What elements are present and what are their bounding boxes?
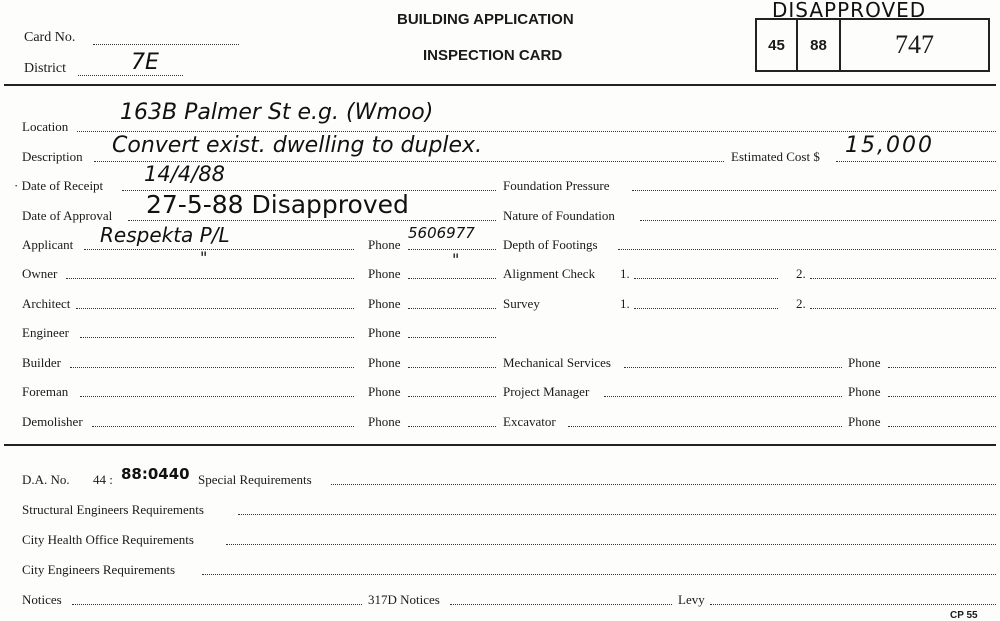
description-value: Convert exist. dwelling to duplex. — [112, 133, 483, 158]
alignment-num-2: 2. — [796, 266, 806, 281]
depth-footings-label: Depth of Footings — [503, 237, 598, 252]
owner-phone-ditto: " — [452, 250, 460, 269]
notices-label: Notices — [22, 592, 62, 607]
survey-num-2: 2. — [796, 296, 806, 311]
excavator-label: Excavator — [503, 414, 556, 429]
project-manager-label: Project Manager — [503, 384, 590, 399]
builder-label: Builder — [22, 355, 61, 370]
da-prefix: 44 : — [93, 472, 113, 487]
survey-field-1[interactable] — [634, 308, 778, 309]
demolisher-label: Demolisher — [22, 414, 83, 429]
survey-num-1: 1. — [620, 296, 630, 311]
mechanical-field[interactable] — [624, 367, 842, 368]
title-line-1: BUILDING APPLICATION — [397, 11, 574, 28]
project-manager-phone-field[interactable] — [888, 396, 996, 397]
alignment-check-label: Alignment Check — [503, 266, 596, 281]
structural-label: Structural Engineers Requirements — [22, 502, 204, 517]
mechanical-phone-label: Phone — [848, 355, 881, 370]
owner-phone-label: Phone — [368, 266, 401, 281]
da-label: D.A. No. — [22, 472, 70, 487]
excavator-field[interactable] — [568, 426, 842, 427]
alignment-field-2[interactable] — [810, 278, 996, 279]
date-approval-label: Date of Approval — [22, 208, 113, 223]
special-req-field[interactable] — [331, 484, 996, 485]
builder-phone-field[interactable] — [408, 367, 496, 368]
foreman-phone-label: Phone — [368, 384, 401, 399]
owner-ditto: " — [200, 248, 208, 267]
divider-top — [4, 84, 996, 86]
notices-317d-label: 317D Notices — [368, 592, 440, 607]
owner-field[interactable] — [66, 278, 354, 279]
architect-phone-field[interactable] — [408, 308, 496, 309]
architect-phone-label: Phone — [368, 296, 401, 311]
excavator-phone-label: Phone — [848, 414, 881, 429]
district-value: 7E — [131, 50, 159, 75]
foundation-pressure-field[interactable] — [632, 190, 996, 191]
owner-phone-field[interactable] — [408, 278, 496, 279]
demolisher-phone-label: Phone — [368, 414, 401, 429]
foreman-field[interactable] — [80, 396, 354, 397]
estimated-cost-label: Estimated Cost $ — [731, 149, 820, 164]
health-field[interactable] — [226, 544, 996, 545]
applicant-label: Applicant — [22, 237, 74, 252]
applicant-phone-label: Phone — [368, 237, 401, 252]
district-field[interactable] — [78, 75, 183, 76]
depth-footings-field[interactable] — [618, 249, 996, 250]
divider-bottom — [4, 444, 996, 446]
foreman-label: Foreman — [22, 384, 69, 399]
card-no-label: Card No. — [24, 30, 76, 45]
form-code: CP 55 — [950, 610, 978, 621]
date-receipt-label: · Date of Receipt — [14, 178, 104, 193]
applicant-value: Respekta P/L — [100, 223, 230, 247]
date-receipt-value: 14/4/88 — [144, 162, 225, 186]
excavator-phone-field[interactable] — [888, 426, 996, 427]
da-value: 88:0440 — [121, 465, 190, 483]
number-box — [755, 18, 990, 72]
notices-317d-field[interactable] — [450, 604, 672, 605]
applicant-field[interactable] — [84, 249, 354, 250]
card-no-field[interactable] — [93, 44, 239, 45]
location-label: Location — [22, 119, 69, 134]
location-value: 163B Palmer St e.g. (Wmoo) — [120, 100, 434, 125]
date-approval-value: 27-5-88 Disapproved — [146, 190, 409, 219]
nature-foundation-label: Nature of Foundation — [503, 208, 615, 223]
project-manager-phone-label: Phone — [848, 384, 881, 399]
estimated-cost-field[interactable] — [836, 161, 996, 162]
location-field[interactable] — [77, 131, 996, 132]
date-receipt-text: Date of Receipt — [21, 178, 104, 193]
box-cell-2: 88 — [798, 20, 841, 70]
disapproved-stamp: DISAPPROVED — [772, 0, 927, 22]
builder-field[interactable] — [70, 367, 354, 368]
date-approval-field[interactable] — [128, 220, 496, 221]
title-line-2: INSPECTION CARD — [423, 47, 563, 64]
engineer-field[interactable] — [80, 337, 354, 338]
district-label: District — [24, 61, 66, 76]
builder-phone-label: Phone — [368, 355, 401, 370]
city-eng-field[interactable] — [202, 574, 996, 575]
applicant-phone-value: 5606977 — [408, 224, 475, 242]
notices-field[interactable] — [72, 604, 362, 605]
estimated-cost-value: 15,000 — [845, 133, 934, 158]
demolisher-field[interactable] — [92, 426, 354, 427]
levy-field[interactable] — [710, 604, 996, 605]
structural-field[interactable] — [238, 514, 996, 515]
project-manager-field[interactable] — [604, 396, 842, 397]
mechanical-label: Mechanical Services — [503, 355, 611, 370]
foreman-phone-field[interactable] — [408, 396, 496, 397]
owner-label: Owner — [22, 266, 58, 281]
levy-label: Levy — [678, 592, 705, 607]
box-cell-3: 747 — [895, 30, 934, 59]
special-req-label: Special Requirements — [198, 472, 312, 487]
architect-field[interactable] — [76, 308, 354, 309]
health-label: City Health Office Requirements — [22, 532, 194, 547]
alignment-num-1: 1. — [620, 266, 630, 281]
city-eng-label: City Engineers Requirements — [22, 562, 176, 577]
demolisher-phone-field[interactable] — [408, 426, 496, 427]
engineer-label: Engineer — [22, 325, 69, 340]
engineer-phone-field[interactable] — [408, 337, 496, 338]
foundation-pressure-label: Foundation Pressure — [503, 178, 610, 193]
box-cell-1: 45 — [757, 20, 798, 70]
mechanical-phone-field[interactable] — [888, 367, 996, 368]
engineer-phone-label: Phone — [368, 325, 401, 340]
nature-foundation-field[interactable] — [640, 220, 996, 221]
survey-label: Survey — [503, 296, 540, 311]
survey-field-2[interactable] — [810, 308, 996, 309]
description-label: Description — [22, 149, 83, 164]
architect-label: Architect — [22, 296, 71, 311]
alignment-field-1[interactable] — [634, 278, 778, 279]
